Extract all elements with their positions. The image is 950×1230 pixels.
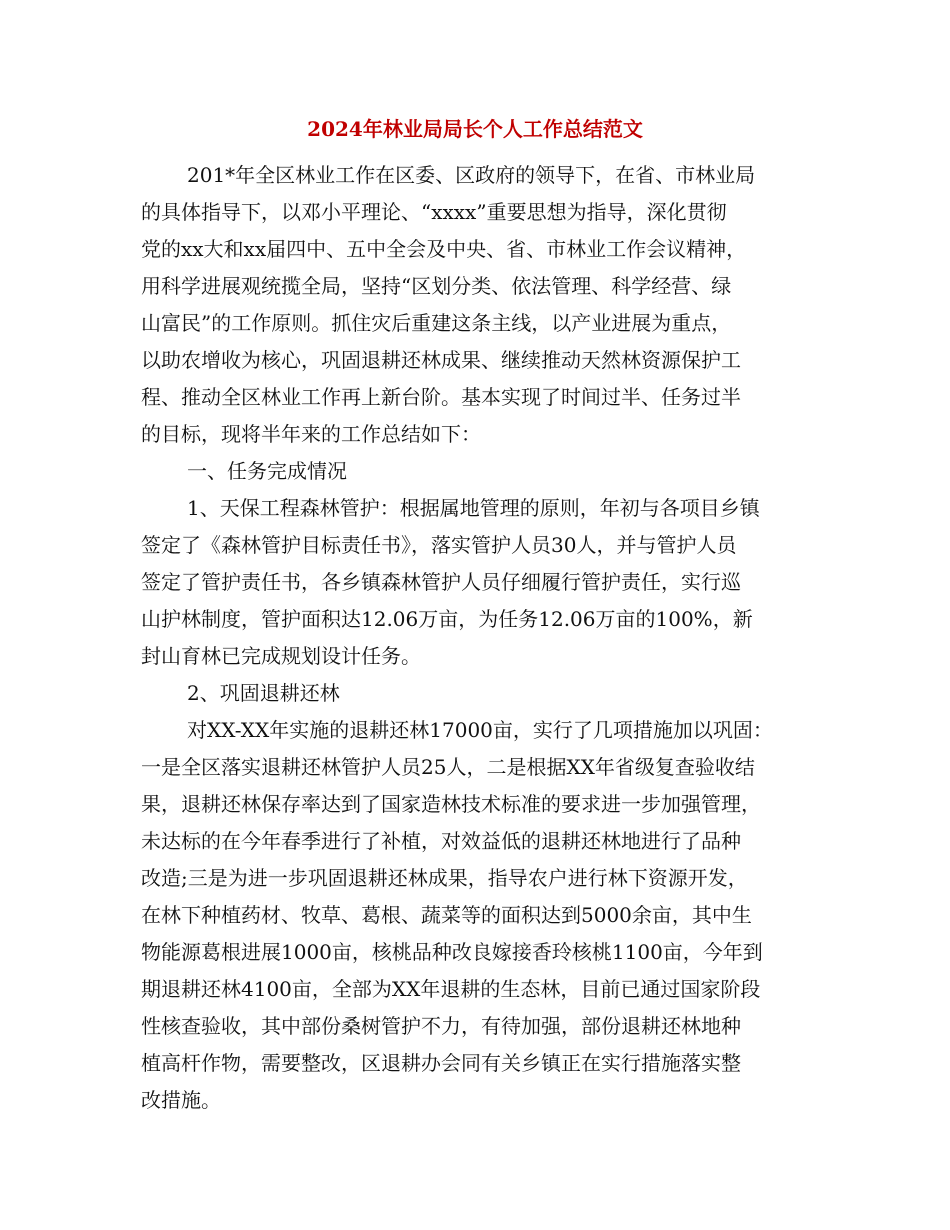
body-line: 的具体指导下，以邓小平理论、“xxxx”重要思想为指导，深化贯彻 (141, 200, 727, 224)
body-line: 封山育林已完成规划设计任务。 (141, 644, 421, 668)
body-line: 的目标，现将半年来的工作总结如下： (141, 422, 481, 446)
body-line: 物能源葛根进展1000亩，核桃品种改良嫁接香玲核桃1100亩，今年到 (141, 940, 763, 964)
body-line: 改措施。 (141, 1088, 221, 1112)
body-line: 201*年全区林业工作在区委、区政府的领导下，在省、市林业局 (187, 163, 756, 187)
body-line: 果，退耕还林保存率达到了国家造林技术标准的要求进一步加强管理， (141, 792, 761, 816)
body-line: 程、推动全区林业工作再上新台阶。基本实现了时间过半、任务过半 (141, 385, 741, 409)
body-line: 山护林制度，管护面积达12.06万亩，为任务12.06万亩的100%，新 (141, 607, 753, 631)
body-line: 在林下种植药材、牧草、葛根、蔬菜等的面积达到5000余亩，其中生 (141, 903, 752, 927)
document-title: 2024年林业局局长个人工作总结范文 (307, 117, 643, 141)
body-line: 山富民”的工作原则。抓住灾后重建这条主线，以产业进展为重点， (141, 311, 732, 335)
body-line: 签定了《森林管护目标责任书》，落实管护人员30人，并与管护人员 (141, 533, 737, 557)
body-line: 党的xx大和xx届四中、五中全会及中央、省、市林业工作会议精神， (141, 237, 747, 261)
body-line: 用科学进展观统揽全局，坚持“区划分类、依法管理、科学经营、绿 (141, 274, 732, 298)
subsection-heading: 2、巩固退耕还林 (187, 681, 340, 705)
body-line: 未达标的在今年春季进行了补植，对效益低的退耕还林地进行了品种 (141, 829, 741, 853)
body-line: 1、天保工程森林管护：根据属地管理的原则，年初与各项目乡镇 (187, 496, 760, 520)
body-line: 植高杆作物，需要整改，区退耕办会同有关乡镇正在实行措施落实整 (141, 1051, 741, 1075)
body-line: 对XX-XX年实施的退耕还林17000亩，实行了几项措施加以巩固： (187, 718, 773, 742)
body-line: 期退耕还林4100亩，全部为XX年退耕的生态林，目前已通过国家阶段 (141, 977, 761, 1001)
section-heading: 一、任务完成情况 (187, 459, 347, 483)
body-line: 改造;三是为进一步巩固退耕还林成果，指导农户进行林下资源开发， (141, 866, 748, 890)
body-line: 一是全区落实退耕还林管护人员25人，二是根据XX年省级复查验收结 (141, 755, 755, 779)
document-body (141, 157, 816, 1119)
body-line: 以助农增收为核心，巩固退耕还林成果、继续推动天然林资源保护工 (141, 348, 741, 372)
body-line: 签定了管护责任书，各乡镇森林管护人员仔细履行管护责任，实行巡 (141, 570, 741, 594)
body-line: 性核查验收，其中部份桑树管护不力，有待加强，部份退耕还林地种 (141, 1014, 741, 1038)
